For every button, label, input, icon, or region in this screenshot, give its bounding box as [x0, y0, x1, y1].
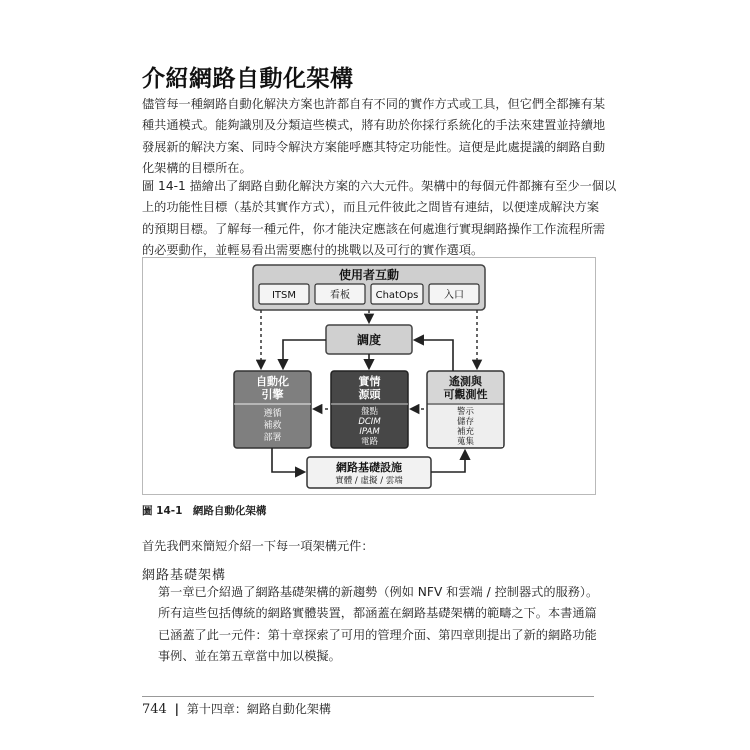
source-item: 電路 — [360, 437, 379, 447]
portal-label: 入口 — [444, 290, 464, 301]
telemetry-item: 警示 — [456, 407, 475, 417]
telemetry-item: 蒐集 — [456, 437, 475, 447]
intro-paragraph — [142, 94, 610, 179]
infrastructure-block — [307, 457, 431, 488]
automation-engine-title-line2: 引擎 — [261, 388, 284, 401]
architecture-figure — [142, 257, 596, 495]
automation-engine-title-line1: 自動化 — [256, 375, 289, 388]
term-heading: 網路基礎架構 — [142, 568, 227, 583]
source-of-truth-title-line2: 源頭 — [358, 388, 381, 401]
footer-divider — [142, 696, 594, 697]
source-item: DCIM — [358, 417, 381, 427]
source-of-truth-block — [331, 371, 408, 448]
text-line: 化架構的目標所在。 — [142, 160, 252, 175]
source-of-truth-title-line1: 實情 — [358, 375, 381, 388]
component-intro-paragraph — [142, 536, 610, 557]
telemetry-item: 補充 — [456, 427, 475, 437]
telemetry-title-line1: 遙測與 — [449, 375, 482, 388]
chapter-title: 第十四章：網路自動化架構 — [186, 702, 331, 716]
text-line: 的必要動作，並輕易看出需要應付的挑戰以及可行的實作選項。 — [142, 242, 484, 257]
infrastructure-subtitle: 實體 / 虛擬 / 雲端 — [335, 476, 403, 486]
telemetry-item: 儲存 — [456, 417, 475, 427]
orchestration-block — [326, 325, 412, 354]
source-item: 盤點 — [360, 407, 379, 417]
source-item: IPAM — [359, 427, 380, 437]
architecture-diagram — [143, 258, 595, 494]
page-number: 744 — [142, 702, 167, 717]
text-line: 圖 14-1 描繪出了網路自動化解決方案的六大元件。架構中的每個元件都擁有至少一個以 — [142, 179, 617, 193]
figure-caption: 圖 14-1 網路自動化架構 — [142, 505, 267, 517]
text-line: 第一章已介紹過了網路基礎架構的新趨勢（例如 NFV 和雲端 / 控制器式的服務）。 — [158, 585, 599, 599]
text-line: 儘管每一種網路自動化解決方案也許都自有不同的實作方式或工具，但它們全都擁有某 — [142, 97, 606, 111]
automation-item: 遵循 — [263, 409, 282, 419]
itsm-label: ITSM — [271, 290, 297, 301]
section-title: 介紹網路自動化架構 — [142, 66, 354, 92]
text-line: 種共通模式。能夠識別及分類這些模式，將有助於你採行系統化的手法來建置並持續地 — [142, 118, 606, 133]
text-line: 事例、並在第五章當中加以模擬。 — [158, 648, 341, 663]
infrastructure-title: 網路基礎設施 — [336, 461, 402, 474]
telemetry-block — [427, 371, 504, 448]
text-line: 的預期目標。了解每一種元件，你才能決定應該在何處進行實現網路操作工作流程所需 — [142, 221, 606, 236]
automation-item: 補救 — [263, 421, 282, 431]
text-line: 所有這些包括傳統的網路實體裝置，都涵蓋在網路基礎架構的範疇之下。本書通篇 — [158, 606, 597, 621]
chatops-label: ChatOps — [375, 290, 419, 301]
dashboard-label: 看板 — [330, 290, 350, 301]
infrastructure-paragraph — [158, 582, 608, 667]
user-interaction-block — [253, 265, 485, 310]
user-interaction-title: 使用者互動 — [338, 268, 400, 282]
automation-engine-block — [234, 371, 311, 448]
text-line: 首先我們來簡短介紹一下每一項架構元件： — [142, 539, 374, 553]
orchestration-label: 調度 — [356, 333, 382, 347]
footer-separator: | — [174, 702, 180, 716]
telemetry-title-line2: 可觀測性 — [443, 388, 488, 401]
text-line: 發展新的解決方案、同時令解決方案能呼應其特定功能性。這便是此處提議的網路自動 — [142, 139, 606, 154]
automation-item: 部署 — [263, 433, 282, 443]
text-line: 已涵蓋了此一元件：第十章探索了可用的管理介面、第四章則提出了新的網路功能 — [158, 627, 597, 642]
page-footer — [142, 700, 331, 717]
figure-description-paragraph — [142, 176, 617, 261]
text-line: 上的功能性目標（基於其實作方式），而且元件彼此之間皆有連結，以便達成解決方案 — [142, 200, 600, 215]
